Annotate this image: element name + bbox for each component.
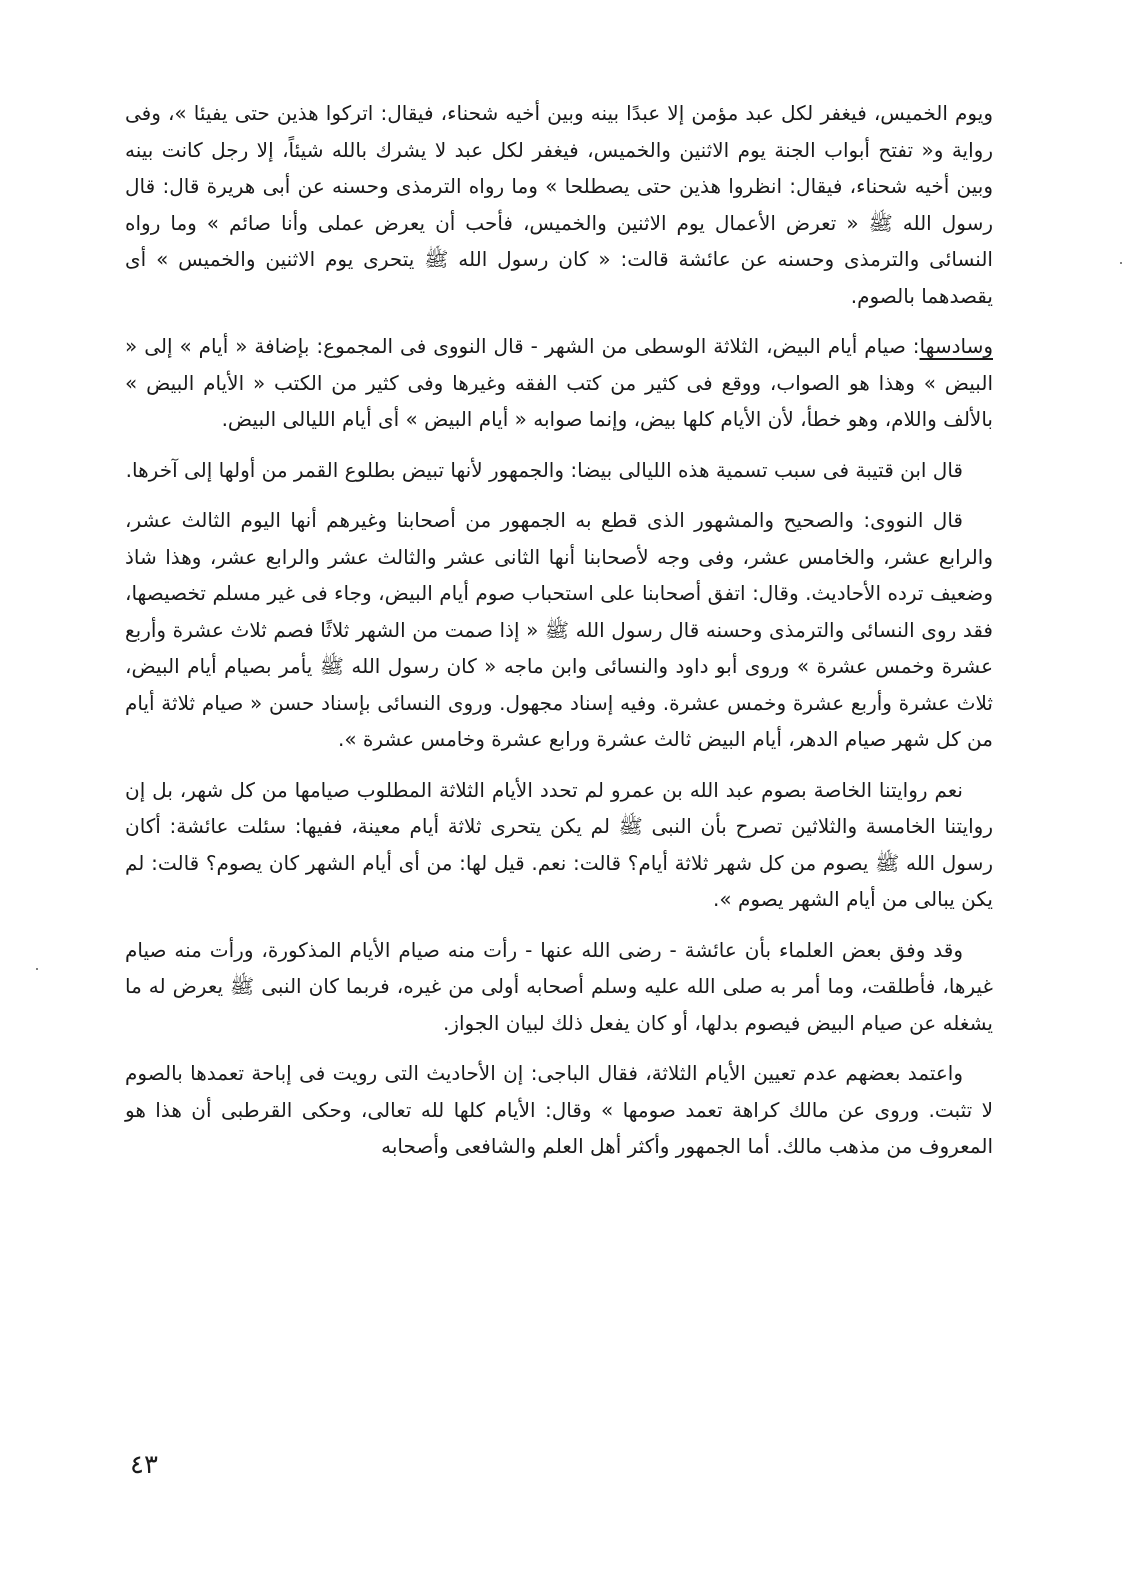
paragraph-6-text: وقد وفق بعض العلماء بأن عائشة - رضى الله عنها - رأت منه صيام الأيام المذكورة، ورأت منه صيام غيرها، فأطلقت، وما أمر به صلى الله عليه وسلم أصحابه أولى من غيره، فربما كان النبى ﷺ يعرض له ما يشغله عن صيام البيض فيصوم بدلها، أو كان يفعل ذلك لبيان الجواز. [125, 937, 993, 1035]
paragraph-2-text: : صيام أيام البيض، الثلاثة الوسطى من الشهر - قال النووى فى المجموع: بإضافة « أيام » إلى « البيض » وهذا هو الصواب، ووقع فى كثير من كتب الفقه وغيرها وفى كثير من الكتب « الأيام البيض » بالألف واللام، وهو خطأ، لأن الأيام كلها بيض، وإنما صوابه « أيام البيض » أى أيام الليالى البيض. [125, 334, 993, 431]
paragraph-3-text: قال ابن قتيبة فى سبب تسمية هذه الليالى بيضا: والجمهور لأنها تبيض بطلوع القمر من أولها إلى آخرها. [125, 457, 963, 482]
paragraph-1-text: ويوم الخميس، فيغفر لكل عبد مؤمن إلا عبدًا بينه وبين أخيه شحناء، فيقال: اتركوا هذين حتى يفيئا »، وفى رواية و« تفتح أبواب الجنة يوم الاثنين والخميس، فيغفر لكل عبد لا يشرك بالله شيئاً، إلا رجل كانت بينه وبين أخيه شحناء، فيقال: انظروا هذين حتى يصطلحا » وما رواه الترمذى وحسنه عن أبى هريرة قال: قال رسول الله ﷺ « تعرض الأعمال يوم الاثنين والخميس، فأحب أن يعرض عملى وأنا صائم » وما رواه النسائى والترمذى وحسنه عن عائشة قالت: « كان رسول الله ﷺ يتحرى يوم الاثنين والخميس » أى يقصدهما بالصوم. [125, 101, 993, 308]
page-body [125, 95, 993, 1179]
paragraph-2 [125, 328, 993, 438]
page-number: ٤٣ [130, 1450, 158, 1480]
paragraph-7-text: واعتمد بعضهم عدم تعيين الأيام الثلاثة، فقال الباجى: إن الأحاديث التى رويت فى إباحة تعمدها بالصوم لا تثبت. وروى عن مالك كراهة تعمد صومها » وقال: الأيام كلها لله تعالى، وحكى القرطبى أن هذا هو المعروف من مذهب مالك. أما الجمهور وأكثر أهل العلم والشافعى وأصحابه [125, 1061, 993, 1158]
scan-speck [36, 968, 38, 970]
paragraph-2-lead: وسادسها [919, 334, 993, 358]
paragraph-5-text: نعم روايتنا الخاصة بصوم عبد الله بن عمرو لم تحدد الأيام الثلاثة المطلوب صيامها من كل شهر، بل إن روايتنا الخامسة والثلاثين تصرح بأن النبى ﷺ لم يكن يتحرى ثلاثة أيام معينة، ففيها: سئلت عائشة: أكان رسول الله ﷺ يصوم من كل شهر ثلاثة أيام؟ قالت: نعم. قيل لها: من أى أيام الشهر كان يصوم؟ قالت: لم يكن يبالى من أيام الشهر يصوم ». [125, 777, 993, 911]
paragraph-6 [125, 932, 993, 1042]
paragraph-4 [125, 502, 993, 758]
paragraph-5 [125, 772, 993, 918]
paragraph-4-text: قال النووى: والصحيح والمشهور الذى قطع به الجمهور من أصحابنا وغيرهم أنها اليوم الثالث عشر، والرابع عشر، والخامس عشر، وفى وجه لأصحابنا أنها الثانى عشر والثالث عشر والرابع عشر، وهذا شاذ وضعيف ترده الأحاديث. وقال: اتفق أصحابنا على استحباب صوم أيام البيض، وجاء فى غير مسلم تخصيصها، فقد روى النسائى والترمذى وحسنه قال رسول الله ﷺ « إذا صمت من الشهر ثلاثًا فصم ثلاث عشرة وأربع عشرة وخمس عشرة » وروى أبو داود والنسائى وابن ماجه « كان رسول الله ﷺ يأمر بصيام أيام البيض، ثلاث عشرة وأربع عشرة وخمس عشرة. وفيه إسناد مجهول. وروى النسائى بإسناد حسن « صيام ثلاثة أيام من كل شهر صيام الدهر، أيام البيض ثالث عشرة ورابع عشرة وخامس عشرة ». [125, 508, 993, 751]
scan-speck [1120, 262, 1122, 264]
paragraph-1 [125, 95, 993, 314]
paragraph-3 [125, 452, 993, 489]
paragraph-7 [125, 1055, 993, 1165]
